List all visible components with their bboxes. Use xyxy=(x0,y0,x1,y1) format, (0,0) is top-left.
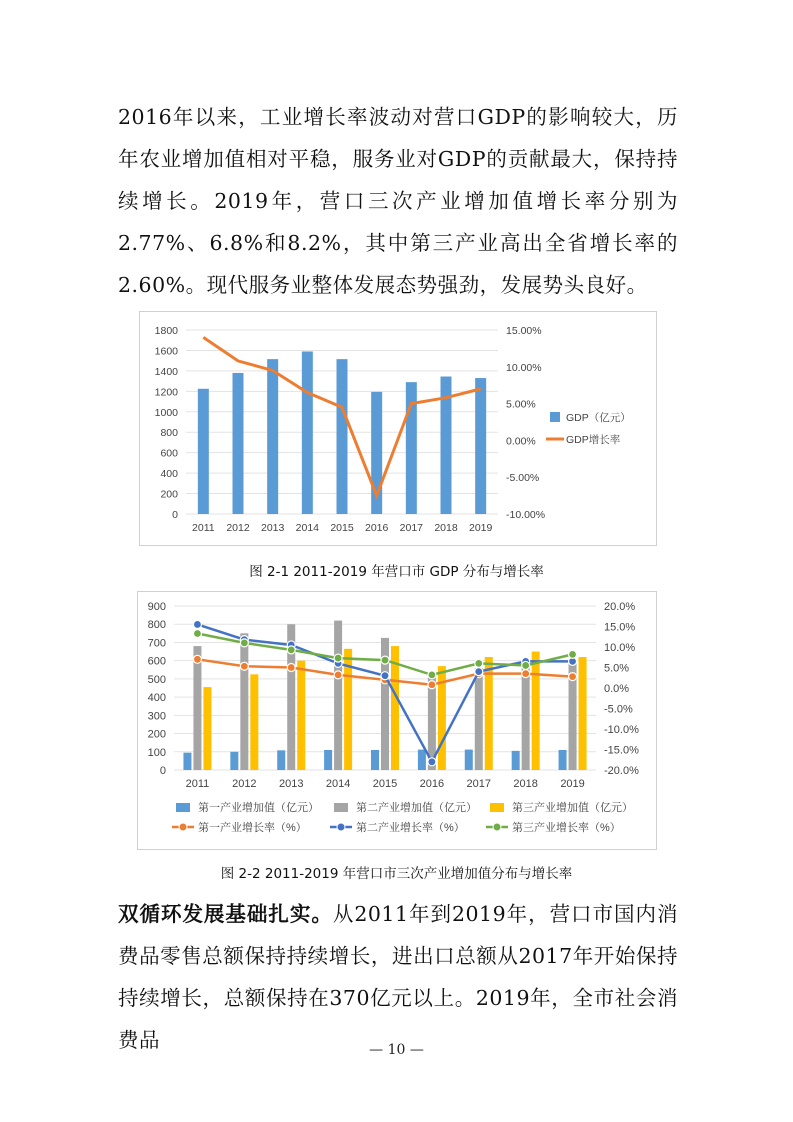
bar xyxy=(532,652,540,770)
bar xyxy=(559,750,567,770)
bar xyxy=(418,750,426,770)
gdp-chart xyxy=(139,311,657,546)
legend-label: GDP（亿元） xyxy=(566,412,631,424)
line-point xyxy=(428,681,436,689)
legend-label: 第三产业增长率（%） xyxy=(512,822,621,834)
bar xyxy=(267,359,278,514)
y-right-tick-label: 0.0% xyxy=(604,683,630,695)
line-point xyxy=(193,620,201,628)
y-right-tick-label: 10.0% xyxy=(604,642,636,654)
legend-label: 第二产业增长率（%） xyxy=(356,822,465,834)
y-left-tick-label: 800 xyxy=(160,427,178,440)
y-right-tick-label: -20.0% xyxy=(604,765,639,777)
x-tick-label: 2016 xyxy=(364,522,389,534)
x-tick-label: 2011 xyxy=(192,522,215,534)
legend-label: 第一产业增加值（亿元） xyxy=(198,802,319,814)
legend-marker xyxy=(179,823,187,831)
y-right-tick-label: -10.00% xyxy=(506,509,546,521)
bar xyxy=(475,668,483,770)
bar xyxy=(337,359,348,514)
x-tick-label: 2019 xyxy=(468,522,493,534)
bar xyxy=(250,674,258,770)
line-point xyxy=(381,656,389,664)
y-left-tick-label: 1400 xyxy=(154,365,178,378)
y-right-tick-label: -10.0% xyxy=(604,724,639,736)
y-left-tick-label: 1200 xyxy=(154,386,178,399)
line-point xyxy=(240,639,248,647)
y-right-tick-label: 5.00% xyxy=(506,398,536,411)
x-tick-label: 2014 xyxy=(295,522,320,534)
line-point xyxy=(569,650,577,658)
bar xyxy=(324,750,332,770)
page-number: — 10 — xyxy=(369,1042,424,1058)
bar xyxy=(334,621,342,770)
gdp-chart-svg xyxy=(140,312,656,545)
industry-chart-svg xyxy=(138,592,656,849)
x-tick-label: 2012 xyxy=(232,778,257,790)
y-right-tick-label: 15.00% xyxy=(506,325,542,337)
y-right-tick-label: 10.00% xyxy=(506,361,542,374)
line-point xyxy=(334,654,342,662)
bar xyxy=(512,751,520,770)
paragraph-lead: 双循环发展基础扎实。 xyxy=(118,902,333,926)
bar xyxy=(579,657,587,770)
x-tick-label: 2017 xyxy=(466,778,492,790)
paragraph-body: 从2011年到2019年，营口市国内消费品零售总额保持持续增长，进出口总额从2017年开始保持持续增长，总额保持在370亿元以上。2019年，全市社会消费品 xyxy=(118,902,678,1052)
line-point xyxy=(287,646,295,654)
legend-label: GDP增长率 xyxy=(566,434,621,446)
x-tick-label: 2012 xyxy=(226,522,250,534)
legend-swatch xyxy=(334,803,348,812)
x-tick-label: 2015 xyxy=(330,522,354,534)
y-right-tick-label: 0.00% xyxy=(506,435,536,448)
y-right-tick-label: -5.0% xyxy=(604,703,633,716)
bar xyxy=(183,753,191,770)
line-point xyxy=(522,670,530,678)
y-left-tick-label: 200 xyxy=(160,488,178,501)
legend-label: 第一产业增长率（%） xyxy=(198,822,307,834)
line-point xyxy=(240,662,248,670)
bar xyxy=(193,646,201,770)
x-tick-label: 2019 xyxy=(560,778,585,790)
intro-paragraph: 2016年以来，工业增长率波动对营口GDP的影响较大，历年农业增加值相对平稳，服务业对GDP的贡献最大，保持持续增长。2019年，营口三次产业增加值增长率分别为2.77%、6.8%和8.2%，其中第三产业高出全省增长率的2.60%。现代服务业整体发展态势强劲，发展势头良好。 xyxy=(118,105,678,297)
line-point xyxy=(193,629,201,637)
x-tick-label: 2015 xyxy=(372,778,398,790)
y-left-tick-label: 400 xyxy=(147,692,166,705)
line-point xyxy=(428,671,436,679)
y-left-tick-label: 1800 xyxy=(154,325,178,337)
y-left-tick-label: 600 xyxy=(147,655,166,668)
bar xyxy=(277,750,285,770)
bar xyxy=(522,662,530,770)
y-left-tick-label: 300 xyxy=(147,710,166,723)
bar xyxy=(230,752,238,770)
bar xyxy=(203,687,211,770)
legend-marker xyxy=(337,823,345,831)
line-point xyxy=(381,672,389,680)
x-tick-label: 2016 xyxy=(419,778,445,790)
bar xyxy=(233,373,244,514)
y-left-tick-label: 700 xyxy=(147,637,166,650)
line-point xyxy=(475,668,483,676)
legend-swatch xyxy=(490,803,504,812)
line-point xyxy=(569,673,577,681)
dual-circulation-paragraph xyxy=(118,893,678,1061)
y-left-tick-label: 900 xyxy=(147,601,166,613)
y-right-tick-label: 15.0% xyxy=(604,621,636,634)
legend-label: 第三产业增加值（亿元） xyxy=(512,802,633,814)
y-right-tick-label: 5.0% xyxy=(604,662,630,675)
legend-marker xyxy=(493,823,501,831)
line-point xyxy=(522,661,530,669)
x-tick-label: 2013 xyxy=(278,778,304,790)
y-left-tick-label: 100 xyxy=(147,746,166,759)
y-left-tick-label: 200 xyxy=(147,728,166,741)
line-point xyxy=(475,659,483,667)
line-point xyxy=(287,664,295,672)
y-left-tick-label: 0 xyxy=(172,509,178,521)
y-left-tick-label: 1600 xyxy=(154,345,178,358)
bar xyxy=(240,633,248,770)
x-tick-label: 2011 xyxy=(185,778,210,790)
chart1-caption: 图 2-1 2011-2019 年营口市 GDP 分布与增长率 xyxy=(249,564,544,580)
x-tick-label: 2013 xyxy=(260,522,285,534)
bar xyxy=(297,661,305,770)
industry-chart xyxy=(137,591,657,850)
bar xyxy=(465,750,473,770)
bar xyxy=(302,351,313,514)
y-right-tick-label: -5.00% xyxy=(506,472,540,485)
legend-label: 第二产业增加值（亿元） xyxy=(356,802,477,814)
chart2-caption: 图 2-2 2011-2019 年营口市三次产业增加值分布与增长率 xyxy=(220,866,573,882)
y-right-tick-label: 20.0% xyxy=(604,601,636,613)
x-tick-label: 2018 xyxy=(434,522,458,534)
y-left-tick-label: 400 xyxy=(160,468,178,481)
y-right-tick-label: -15.0% xyxy=(604,744,639,757)
y-left-tick-label: 800 xyxy=(147,619,166,632)
line-point xyxy=(334,671,342,679)
legend-swatch xyxy=(176,803,190,812)
line-point xyxy=(193,655,201,663)
line-point xyxy=(428,758,436,766)
y-left-tick-label: 600 xyxy=(160,447,178,460)
legend-swatch-gdp xyxy=(550,412,560,422)
bar xyxy=(198,389,209,514)
x-tick-label: 2014 xyxy=(325,778,351,790)
x-tick-label: 2018 xyxy=(513,778,538,790)
x-tick-label: 2017 xyxy=(399,522,424,534)
y-left-tick-label: 1000 xyxy=(154,406,178,419)
bar xyxy=(475,378,486,514)
bar xyxy=(371,750,379,770)
y-left-tick-label: 0 xyxy=(159,765,166,777)
y-left-tick-label: 500 xyxy=(147,673,166,686)
